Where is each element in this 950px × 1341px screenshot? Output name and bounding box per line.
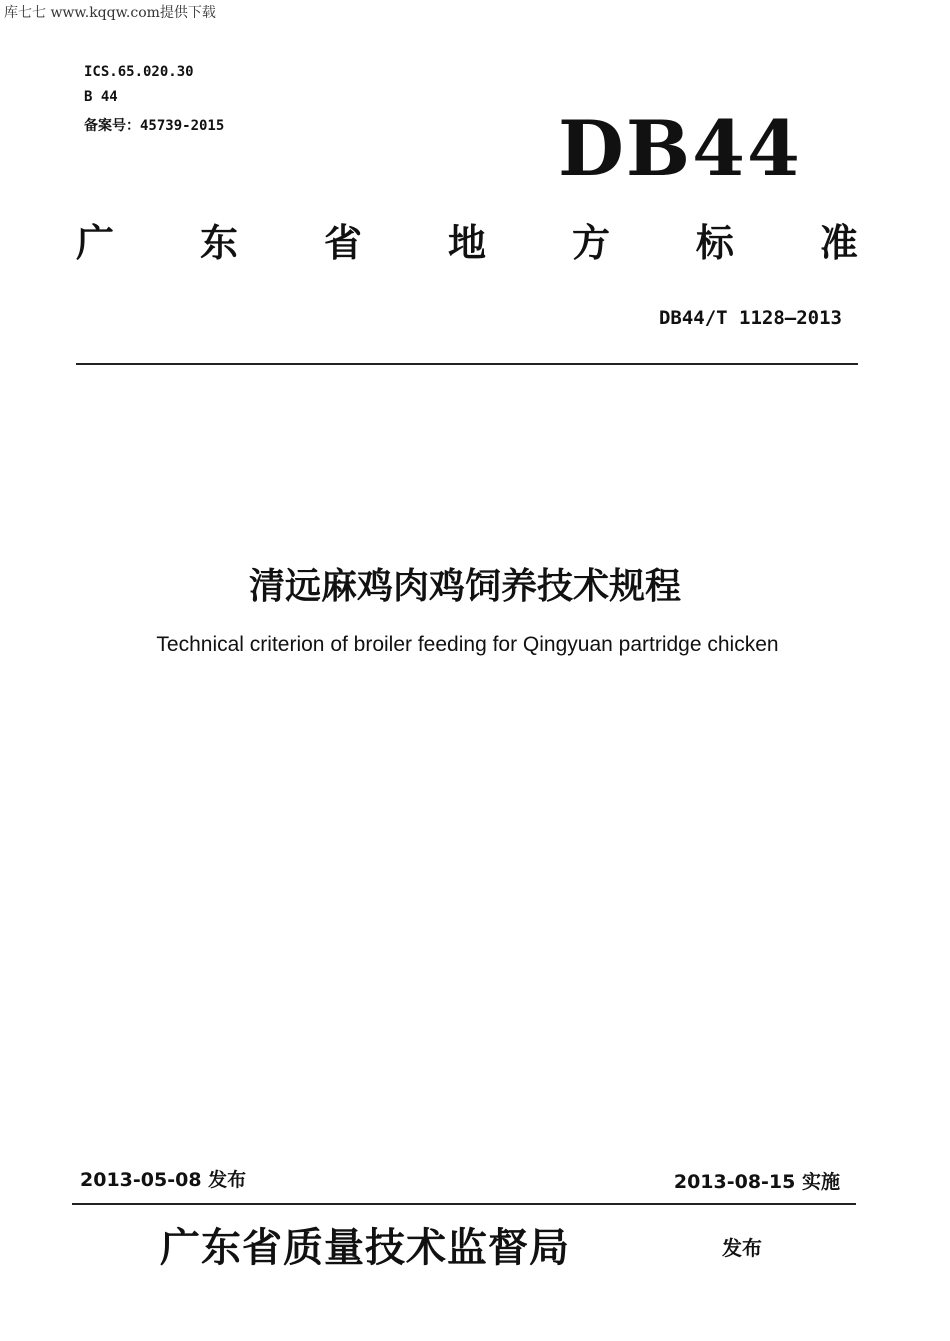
ics-code: ICS.65.020.30 [84,64,194,80]
watermark-text: 库七七 www.kqqw.com提供下载 [4,5,216,21]
issuing-label: 发布 [722,1236,762,1260]
standard-type-char: 准 [819,221,858,265]
standard-type-char: 方 [571,221,610,265]
implement-date: 2013-08-15 实施 [673,1171,840,1193]
document-title-english: Technical criterion of broiler feeding for Qingyuan partridge chicken [156,633,779,656]
standard-type-char: 广 [76,221,115,265]
standard-type-char: 省 [323,221,362,265]
standard-type-char: 地 [447,221,486,265]
standard-type-char: 东 [199,221,238,265]
publish-date: 2013-05-08 发布 [80,1169,247,1191]
issuing-authority: 广东省质量技术监督局 [160,1224,570,1271]
standard-type-heading [76,212,858,267]
standard-number: DB44/T 1128—2013 [658,307,842,329]
record-number: 备案号：45739-2015 [84,118,225,134]
top-divider [76,363,858,365]
db44-logo: DB44 [558,104,802,193]
standard-type-char: 标 [695,221,734,265]
document-title-chinese: 清远麻鸡肉鸡饲养技术规程 [248,566,681,607]
classification-code: B 44 [84,89,118,105]
bottom-divider [72,1203,856,1205]
